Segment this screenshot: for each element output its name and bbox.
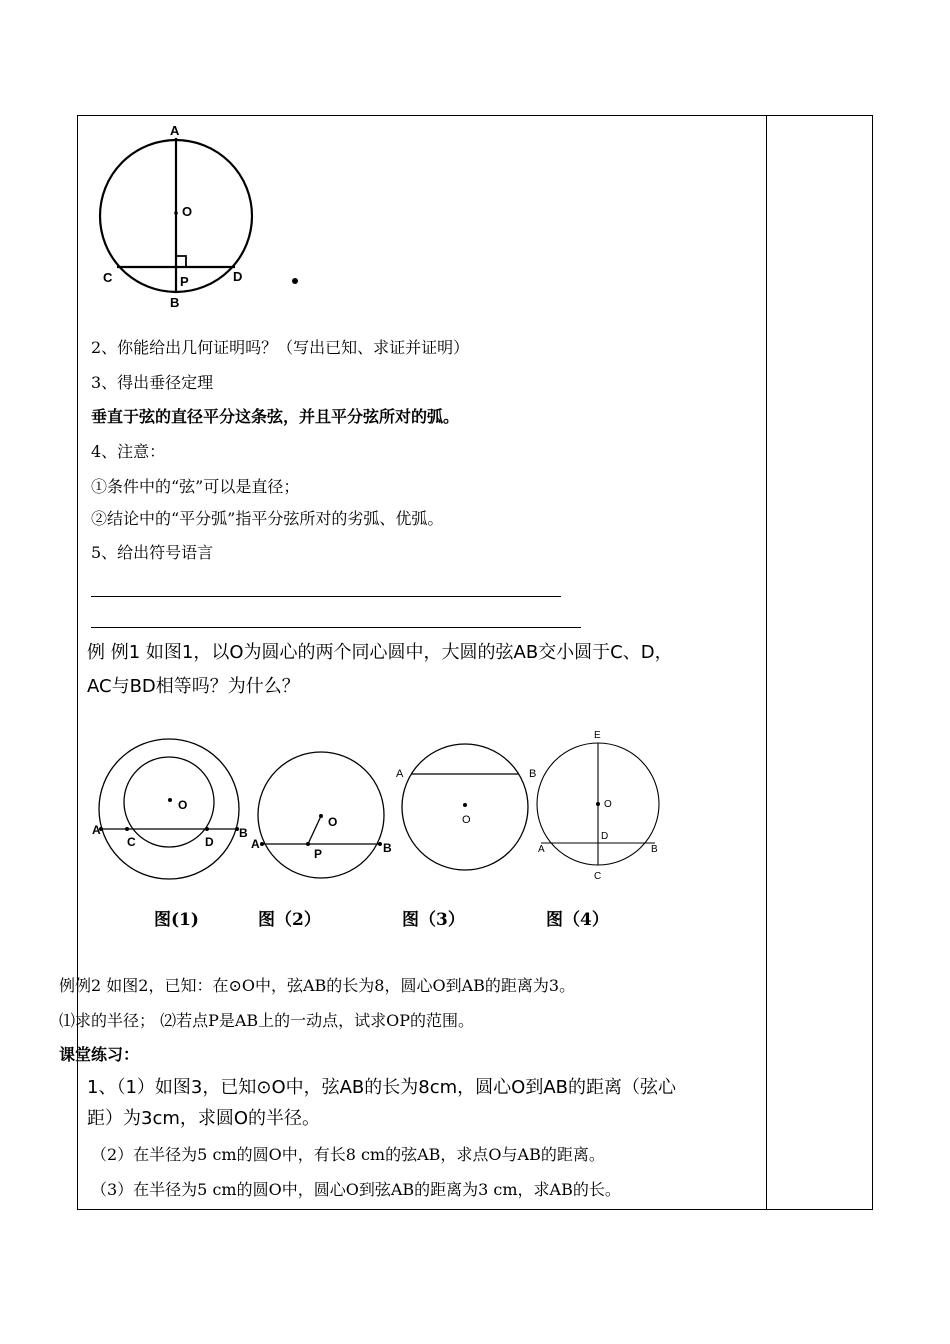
fig2-label-p: P bbox=[314, 847, 323, 861]
fig4-label-b: B bbox=[651, 844, 658, 855]
fig2-label-a: A bbox=[251, 837, 260, 851]
example2-line1: 例例2 如图2，已知：在⊙O中，弦AB的长为8，圆心O到AB的距离为3。 bbox=[59, 976, 576, 995]
label-a: A bbox=[170, 123, 180, 138]
fig1-inner-circle bbox=[124, 757, 214, 847]
label-o: O bbox=[182, 204, 193, 219]
fig3-label-o: O bbox=[462, 814, 471, 826]
fig1-label-c: C bbox=[127, 835, 136, 849]
fig4-label-o: O bbox=[604, 799, 612, 810]
fig1-center bbox=[168, 798, 172, 802]
fig1-outer-circle bbox=[99, 739, 239, 879]
fig2-label-o: O bbox=[328, 815, 338, 829]
caption-figure-1: 图(1) bbox=[154, 910, 199, 930]
fig3-center bbox=[463, 803, 467, 807]
fig4-label-e: E bbox=[594, 730, 601, 741]
table-column-divider bbox=[766, 115, 767, 1210]
fig3-label-a: A bbox=[396, 768, 404, 780]
fig2-label-b: B bbox=[383, 841, 392, 855]
fig1-label-a: A bbox=[92, 823, 101, 837]
fig4-label-a: A bbox=[538, 844, 545, 855]
caption-figure-2: 图（2） bbox=[258, 910, 321, 930]
answer-line-1 bbox=[91, 596, 561, 597]
fig2-point-a bbox=[260, 842, 264, 846]
line-notes-heading: 4、注意： bbox=[91, 442, 166, 461]
label-c: C bbox=[103, 270, 113, 285]
fig3-label-b: B bbox=[529, 768, 537, 780]
fig1-point-c bbox=[125, 827, 129, 831]
figure-2 bbox=[251, 752, 392, 878]
fig4-center bbox=[596, 802, 600, 806]
line-symbolic: 5、给出符号语言 bbox=[91, 543, 214, 562]
theorem-statement: 垂直于弦的直径平分这条弦，并且平分弦所对的弧。 bbox=[91, 407, 460, 426]
note-1: ①条件中的“弦”可以是直径； bbox=[91, 477, 300, 496]
label-p: P bbox=[180, 274, 189, 289]
fig1-label-b: B bbox=[239, 826, 248, 840]
label-b: B bbox=[170, 295, 180, 310]
diameter-chord-figure bbox=[90, 120, 320, 315]
label-d: D bbox=[233, 269, 243, 284]
note-2: ②结论中的“平分弧”指平分弦所对的劣弧、优弧。 bbox=[91, 509, 444, 528]
fig1-point-d bbox=[205, 827, 209, 831]
figures-row bbox=[85, 725, 685, 890]
fig4-label-d: D bbox=[601, 831, 609, 842]
fig1-label-o: O bbox=[178, 798, 188, 812]
caption-figure-3: 图（3） bbox=[402, 910, 465, 930]
center-point bbox=[174, 211, 178, 215]
fig4-label-c: C bbox=[594, 871, 602, 882]
practice-heading: 课堂练习： bbox=[59, 1045, 140, 1064]
fig2-center bbox=[319, 814, 323, 818]
figure-4 bbox=[537, 730, 659, 882]
stray-dot bbox=[292, 278, 298, 284]
example2-line2: ⑴求的半径； ⑵若点P是AB上的一动点，试求OP的范围。 bbox=[59, 1011, 475, 1030]
example1-line2: AC与BD相等吗？为什么？ bbox=[87, 676, 300, 697]
practice-q3: （3）在半径为5 cm的圆O中，圆心O到弦AB的距离为3 cm，求AB的长。 bbox=[91, 1180, 621, 1199]
line-proof-question: 2、你能给出几何证明吗？（写出已知、求证并证明） bbox=[91, 338, 470, 357]
figure-1 bbox=[92, 739, 248, 879]
fig2-segment-op bbox=[308, 816, 321, 844]
fig2-point-b bbox=[378, 842, 382, 846]
caption-figure-4: 图（4） bbox=[546, 910, 609, 930]
line-theorem-intro: 3、得出垂径定理 bbox=[91, 373, 214, 392]
practice-q1-line1: 1、（1）如图3，已知⊙O中，弦AB的长为8cm，圆心O到AB的距离（弦心 bbox=[87, 1077, 676, 1098]
example1-line1: 例 例1 如图1，以O为圆心的两个同心圆中，大圆的弦AB交小圆于C、D， bbox=[87, 642, 673, 663]
practice-q2: （2）在半径为5 cm的圆O中，有长8 cm的弦AB，求点O与AB的距离。 bbox=[91, 1145, 605, 1164]
figure-3 bbox=[396, 744, 536, 870]
right-angle-mark bbox=[176, 256, 186, 267]
practice-q1-line2: 距）为3cm，求圆O的半径。 bbox=[87, 1108, 321, 1129]
fig1-label-d: D bbox=[205, 835, 214, 849]
answer-line-2 bbox=[91, 627, 581, 628]
fig2-point-p bbox=[306, 842, 310, 846]
